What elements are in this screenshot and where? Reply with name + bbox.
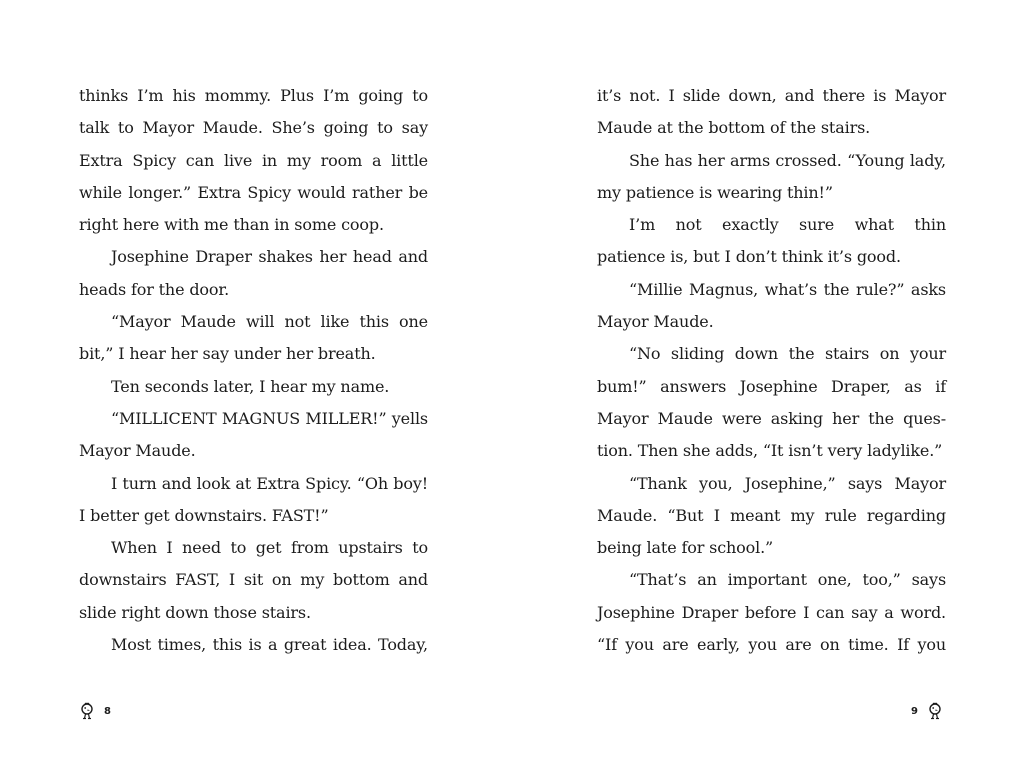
left-page-text bbox=[79, 80, 428, 661]
text-line: She has her arms crossed. “Young lady, bbox=[629, 150, 946, 170]
text-line: Josephine Draper before I can say a word. bbox=[597, 602, 946, 622]
text-line: my patience is wearing thin!” bbox=[597, 182, 833, 202]
text-line: “Mayor Maude will not like this one bbox=[111, 312, 428, 332]
text-line: Mayor Maude. bbox=[597, 312, 714, 332]
text-line: “Millie Magnus, what’s the rule?” asks bbox=[629, 279, 946, 299]
text-line: patience is, but I don’t think it’s good. bbox=[597, 247, 901, 267]
text-line: thinks I’m his mommy. Plus I’m going to bbox=[79, 86, 428, 105]
text-line: Maude at the bottom of the stairs. bbox=[597, 118, 871, 138]
text-line: bit,” I hear her say under her breath. bbox=[79, 344, 376, 364]
text-line: Mayor Maude were asking her the ques- bbox=[597, 408, 946, 428]
text-line: “MILLICENT MAGNUS MILLER!” yells bbox=[111, 408, 428, 428]
text-line: “Thank you, Josephine,” says Mayor bbox=[629, 473, 946, 493]
text-line: being late for school.” bbox=[597, 538, 774, 558]
page-number: 9 bbox=[911, 705, 918, 717]
text-line: When I need to get from upstairs to bbox=[111, 538, 428, 558]
text-line: downstairs FAST, I sit on my bottom and bbox=[79, 570, 428, 590]
right-page-text bbox=[597, 80, 946, 661]
text-line: Mayor Maude. bbox=[79, 441, 196, 461]
text-line: “If you are early, you are on time. If you bbox=[597, 635, 946, 655]
text-line: Ten seconds later, I hear my name. bbox=[111, 376, 390, 396]
text-line: Maude. “But I meant my rule regarding bbox=[597, 505, 946, 525]
text-line: I’m not exactly sure what thin bbox=[629, 215, 946, 235]
text-line: slide right down those stairs. bbox=[79, 602, 311, 622]
text-line: bum!” answers Josephine Draper, as if bbox=[597, 376, 946, 396]
page-number: 8 bbox=[104, 705, 111, 717]
right-folio bbox=[902, 700, 943, 722]
chick-icon bbox=[79, 702, 95, 720]
text-line: Extra Spicy can live in my room a little bbox=[79, 150, 428, 170]
text-line: heads for the door. bbox=[79, 279, 230, 299]
text-line: “No sliding down the stairs on your bbox=[629, 344, 946, 364]
text-line: Most times, this is a great idea. Today, bbox=[111, 635, 428, 655]
text-line: I better get downstairs. FAST!” bbox=[79, 505, 329, 525]
text-line: while longer.” Extra Spicy would rather be bbox=[79, 182, 428, 202]
text-line: it’s not. I slide down, and there is Mayor bbox=[597, 86, 946, 105]
text-line: “That’s an important one, too,” says bbox=[629, 570, 946, 590]
left-folio bbox=[79, 700, 120, 722]
text-line: tion. Then she adds, “It isn’t very ladylike.” bbox=[597, 441, 943, 461]
chick-icon bbox=[927, 702, 943, 720]
text-line: Josephine Draper shakes her head and bbox=[111, 247, 428, 267]
text-line: talk to Mayor Maude. She’s going to say bbox=[79, 118, 428, 138]
text-line: right here with me than in some coop. bbox=[79, 215, 384, 235]
text-line: I turn and look at Extra Spicy. “Oh boy! bbox=[111, 473, 428, 493]
